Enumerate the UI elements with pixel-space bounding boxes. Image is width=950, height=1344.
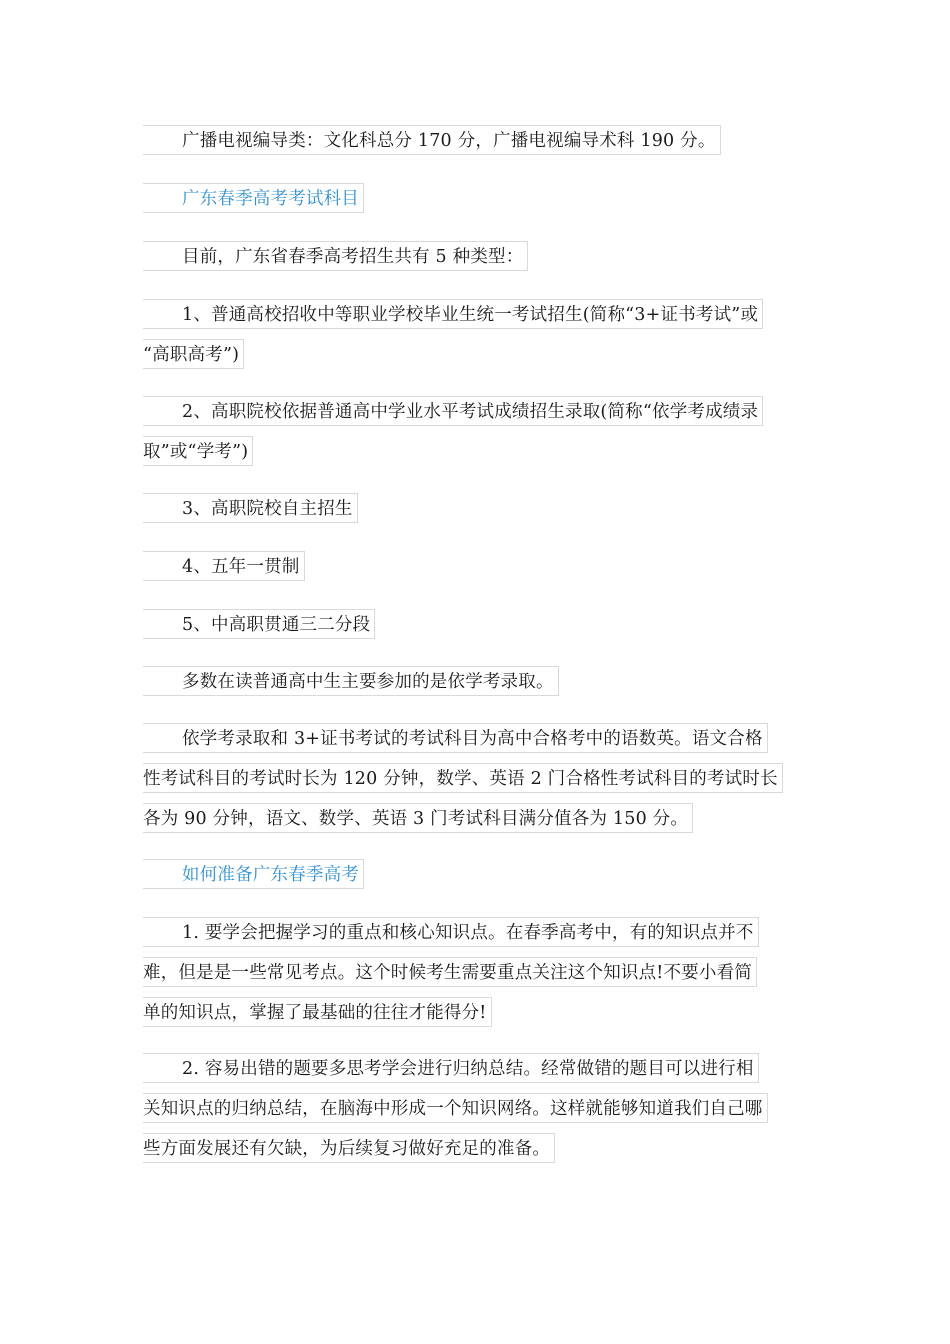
text-line: 2、高职院校依据普通高中学业水平考试成绩招生录取(简称“依学考成绩录 — [143, 391, 807, 431]
text-line: 1、普通高校招收中等职业学校毕业生统一考试招生(简称“3+证书考试”或 — [143, 294, 807, 334]
text-line: 3、高职院校自主招生 — [143, 488, 807, 528]
text-line: 1. 要学会把握学习的重点和核心知识点。在春季高考中，有的知识点并不 — [143, 912, 807, 952]
text-line: 依学考录取和 3+证书考试的考试科目为高中合格考中的语数英。语文合格 — [143, 718, 807, 758]
text-line: 各为 90 分钟，语文、数学、英语 3 门考试科目满分值各为 150 分。 — [143, 798, 807, 838]
paragraph-broadcast-scores — [143, 120, 807, 160]
paragraph-tip-1 — [143, 912, 807, 1032]
text-line: “高职高考”) — [143, 334, 807, 374]
list-item-type-1 — [143, 294, 807, 374]
heading-line: 广东春季高考考试科目 — [143, 178, 807, 218]
text-line: 些方面发展还有欠缺，为后续复习做好充足的准备。 — [143, 1128, 807, 1168]
text-line: 性考试科目的考试时长为 120 分钟，数学、英语 2 门合格性考试科目的考试时长 — [143, 758, 807, 798]
list-item-type-2 — [143, 391, 807, 471]
text-line: 2. 容易出错的题要多思考学会进行归纳总结。经常做错的题目可以进行相 — [143, 1048, 807, 1088]
text-line: 取”或“学考”) — [143, 431, 807, 471]
text-line: 4、五年一贯制 — [143, 546, 807, 586]
text-line: 广播电视编导类：文化科总分 170 分，广播电视编导术科 190 分。 — [143, 120, 807, 160]
text-line: 难，但是是一些常见考点。这个时候考生需要重点关注这个知识点!不要小看简 — [143, 952, 807, 992]
text-line: 关知识点的归纳总结，在脑海中形成一个知识网络。这样就能够知道我们自己哪 — [143, 1088, 807, 1128]
heading-line: 如何准备广东春季高考 — [143, 854, 807, 894]
text-line: 目前，广东省春季高考招生共有 5 种类型： — [143, 236, 807, 276]
paragraph-tip-2 — [143, 1048, 807, 1168]
paragraph-five-types-intro — [143, 236, 807, 276]
paragraph-most-students — [143, 661, 807, 701]
section-heading-how-to-prepare — [143, 854, 807, 894]
text-line: 多数在读普通高中生主要参加的是依学考录取。 — [143, 661, 807, 701]
list-item-type-5 — [143, 604, 807, 644]
paragraph-exam-subjects-detail — [143, 718, 807, 838]
text-line: 5、中高职贯通三二分段 — [143, 604, 807, 644]
list-item-type-3 — [143, 488, 807, 528]
list-item-type-4 — [143, 546, 807, 586]
section-heading-exam-subjects — [143, 178, 807, 218]
text-line: 单的知识点，掌握了最基础的往往才能得分! — [143, 992, 807, 1032]
